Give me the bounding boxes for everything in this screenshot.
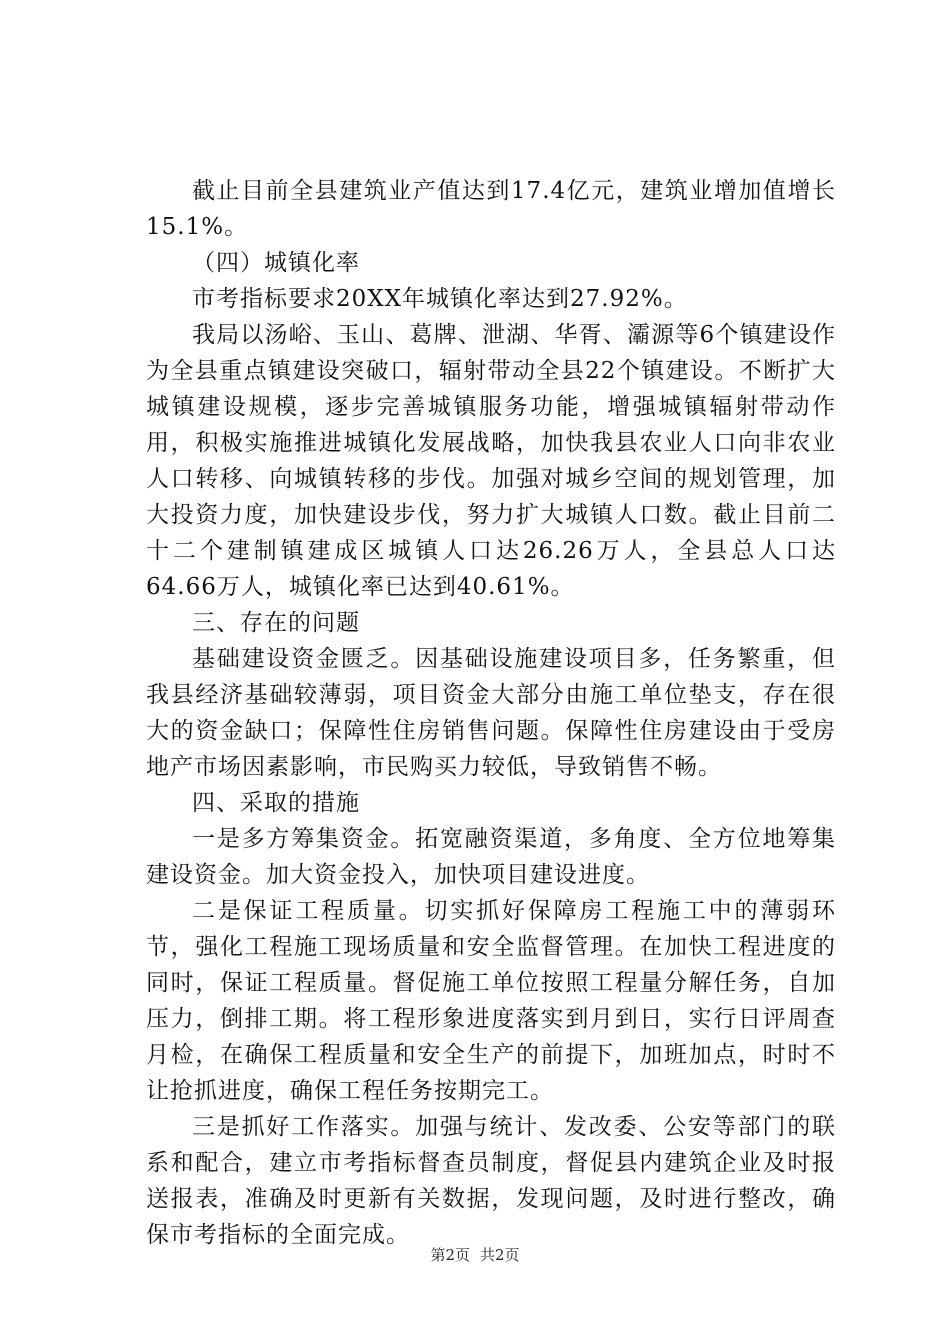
page-number: 第2页 — [430, 1246, 470, 1264]
page-footer — [0, 1245, 950, 1265]
section-heading-measures: 四、采取的措施 — [192, 790, 360, 816]
page-total: 共2页 — [480, 1246, 520, 1264]
section-heading-problems: 三、存在的问题 — [192, 610, 360, 636]
paragraph-measure-quality: 二是保证工程质量。切实抓好保障房工程施工中的薄弱环节，强化工程施工现场质量和安全监督管理。在加快工程进度的同时，保证工程质量。督促施工单位按照工程量分解任务，自加压力，倒排工期。将工程形象进度落实到月到日，实行日评周查月检，在确保工程质量和安全生产的前提下，加班加点，时时不让抢抓进度，确保工程任务按期完工。 — [146, 898, 836, 1104]
paragraph-construction-output: 截止目前全县建筑业产值达到17.4亿元，建筑业增加值增长15.1%。 — [146, 178, 836, 240]
paragraph-urbanization-progress: 我局以汤峪、玉山、葛牌、泄湖、华胥、灞源等6个镇建设作为全县重点镇建设突破口，辐射带动全县22个镇建设。不断扩大城镇建设规模，逐步完善城镇服务功能，增强城镇辐射带动作用，积极实施推进城镇化发展战略，加快我县农业人口向非农业人口转移、向城镇转移的步伐。加强对城乡空间的规划管理，加大投资力度，加快建设步伐，努力扩大城镇人口数。截止目前二十二个建制镇建成区城镇人口达26.26万人，全县总人口达64.66万人，城镇化率已达到40.61%。 — [146, 322, 836, 600]
paragraph-measure-implementation: 三是抓好工作落实。加强与统计、发改委、公安等部门的联系和配合，建立市考指标督查员制度，督促县内建筑企业及时报送报表，准确及时更新有关数据，发现问题，及时进行整改，确保市考指标的全面完成。 — [146, 1114, 836, 1248]
section-heading-urbanization: （四）城镇化率 — [192, 250, 360, 276]
paragraph-urbanization-target: 市考指标要求20XX年城镇化率达到27.92%。 — [192, 286, 688, 312]
paragraph-measure-funding: 一是多方筹集资金。拓宽融资渠道，多角度、全方位地筹集建设资金。加大资金投入，加快项目建设进度。 — [146, 826, 836, 888]
paragraph-problems: 基础建设资金匮乏。因基础设施建设项目多，任务繁重，但我县经济基础较薄弱，项目资金大部分由施工单位垫支，存在很大的资金缺口；保障性住房销售问题。保障性住房建设由于受房地产市场因素影响，市民购买力较低，导致销售不畅。 — [146, 646, 836, 780]
document-body — [146, 173, 836, 1253]
